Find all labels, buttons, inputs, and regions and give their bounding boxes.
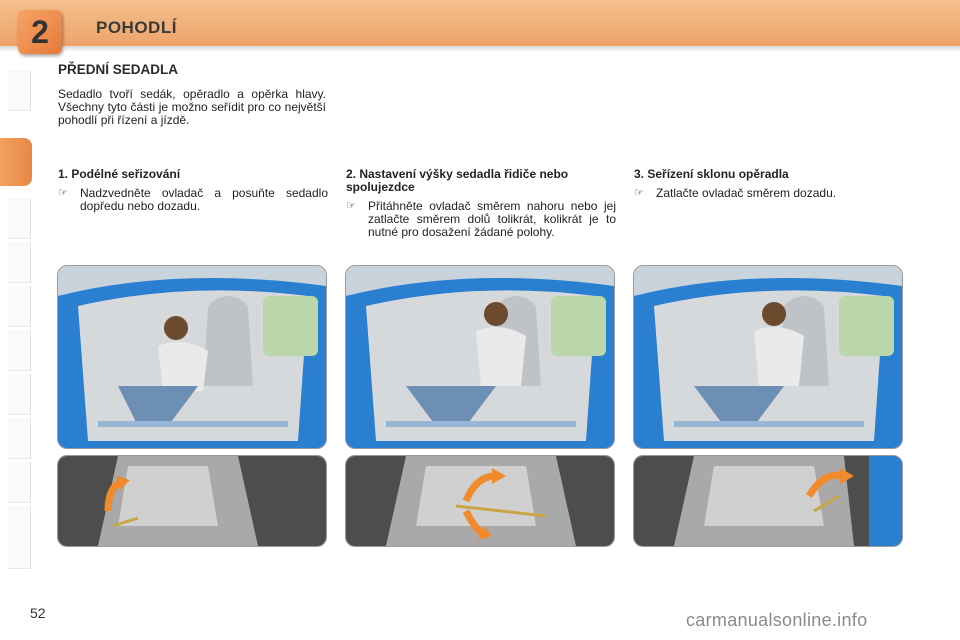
side-tab-1[interactable] [8,70,31,111]
chapter-badge [18,10,62,54]
pointing-hand-icon: ☞ [58,187,68,199]
step-3-title: 3. Seřízení sklonu opěradla [634,167,789,181]
side-tab-10[interactable] [8,506,31,569]
side-tab-9[interactable] [8,462,31,503]
watermark: carmanualsonline.info [686,610,868,630]
step-2 [346,168,616,239]
pointing-hand-icon: ☞ [346,200,356,212]
intro-text: Sedadlo tvoří sedák, opěradlo a opěrka hlavy. Všechny tyto části je možno seřídit pro co největší pohodlí při řízení a jízdě. [58,87,326,127]
step-1 [58,168,328,213]
step-3-text: Zatlačte ovladač směrem dozadu. [656,186,837,200]
seat-lever-detail-2 [345,455,615,547]
page-number: 52 [30,605,46,621]
side-tab-2-active[interactable] [0,138,32,186]
side-tab-5[interactable] [8,286,31,327]
car-seat-illustration-2 [345,265,615,449]
chapter-title: POHODLÍ [96,18,177,37]
car-seat-illustration-1 [57,265,327,449]
side-tab-8[interactable] [8,418,31,459]
step-2-title: 2. Nastavení výšky sedadla řidiče nebo spolujezdce [346,167,569,194]
header-shadow [0,46,960,52]
side-tab-7[interactable] [8,374,31,415]
side-tab-6[interactable] [8,330,31,371]
side-tab-3[interactable] [8,198,31,239]
seat-lever-detail-3 [633,455,903,547]
side-tabs [0,70,32,575]
seat-lever-detail-1 [57,455,327,547]
step-2-text: Přitáhněte ovladač směrem nahoru nebo jej zatlačte směrem dolů tolikrát, kolikrát je to nutné pro dosažení žádané polohy. [368,199,616,239]
car-seat-illustration-3 [633,265,903,449]
chapter-number: 2 [31,14,49,50]
step-3 [634,168,904,200]
step-1-title: 1. Podélné seřizování [58,167,181,181]
step-1-text: Nadzvedněte ovladač a posuňte sedadlo dopředu nebo dozadu. [80,186,328,213]
side-tab-4[interactable] [8,242,31,283]
section-title: PŘEDNÍ SEDADLA [58,62,179,77]
pointing-hand-icon: ☞ [634,187,644,199]
